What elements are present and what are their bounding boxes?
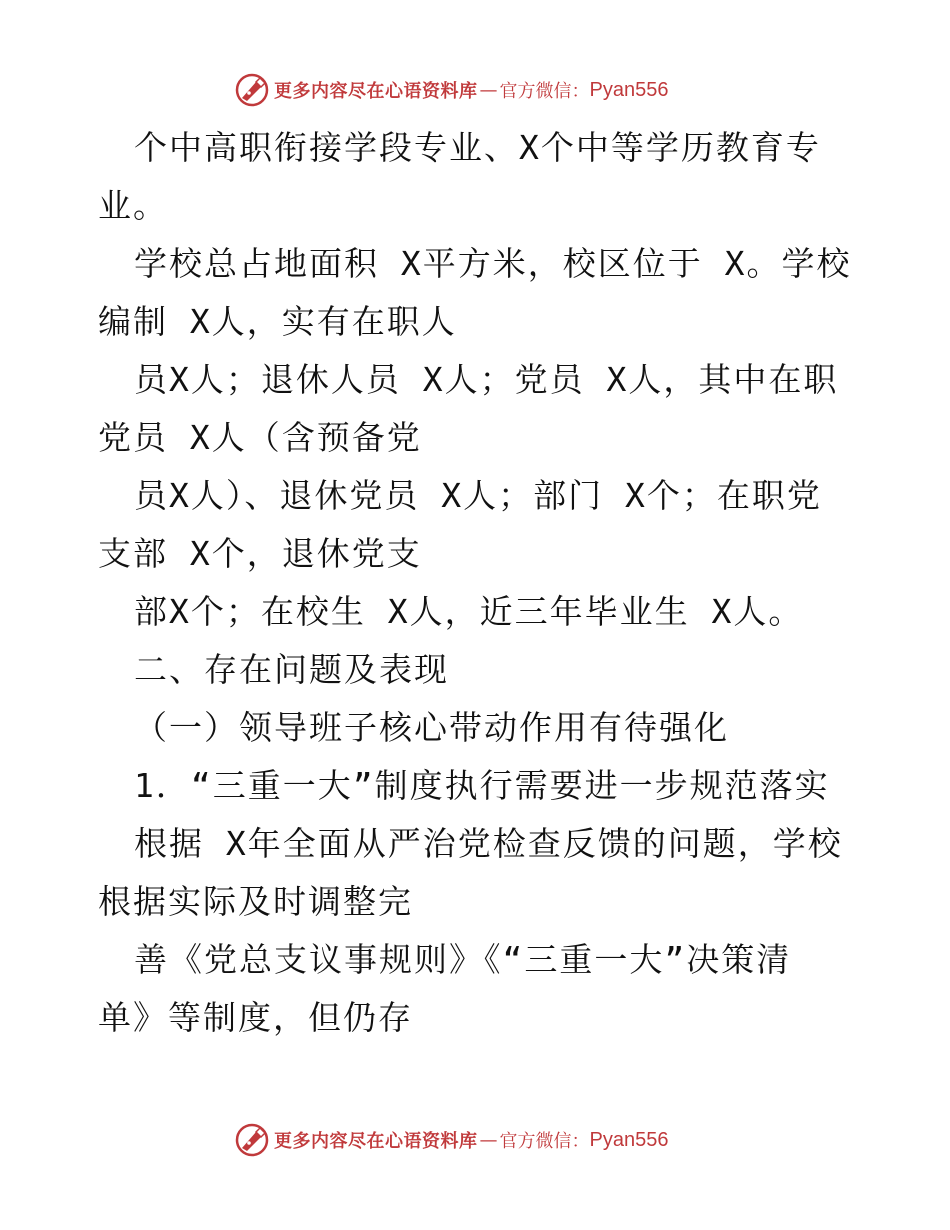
subsection-heading: （一）领导班子核心带动作用有待强化 [134,708,729,747]
body-line: 根据 X年全面从严治党检查反馈的问题，学校 [134,824,843,863]
header-watermark-banner [234,70,668,110]
banner-dash: — [479,79,498,101]
body-line: 善《党总支议事规则》《“三重一大”决策清 [134,940,792,979]
body-line: 员X人；退休人员 X人；党员 X人，其中在职 [134,360,839,399]
item-heading: 1．“三重一大”制度执行需要进一步规范落实 [134,766,830,805]
banner-account: Pyan556 [589,78,669,101]
banner-wechat-label: 官方微信： [499,1131,590,1152]
body-line: 支部 X个，退休党支 [98,534,422,573]
banner-site-name: 更多内容尽在心语资料库 [274,81,478,102]
body-line: 编制 X人，实有在职人 [98,302,457,341]
banner-wechat-label: 官方微信： [499,81,590,102]
body-line: 根据实际及时调整完 [98,882,413,921]
body-line: 部X个；在校生 X人，近三年毕业生 X人。 [134,592,804,631]
body-line: 个中高职衔接学段专业、X个中等学历教育专 [134,128,821,167]
banner-account: Pyan556 [589,1128,669,1151]
footer-watermark-banner [234,1120,668,1160]
section-heading: 二、存在问题及表现 [134,650,449,689]
banner-site-name: 更多内容尽在心语资料库 [274,1131,478,1152]
body-line: 党员 X人（含预备党 [98,418,422,457]
banner-dash: — [479,1129,498,1151]
pen-nib-logo-icon [234,1122,270,1158]
pen-nib-logo-icon [234,72,270,108]
body-line: 业。 [98,186,168,225]
body-line: 员X人）、退休党员 X人；部门 X个；在职党 [134,476,822,515]
body-line: 单》等制度，但仍存 [98,998,413,1037]
body-line: 学校总占地面积 X平方米，校区位于 X。学校 [134,244,852,283]
